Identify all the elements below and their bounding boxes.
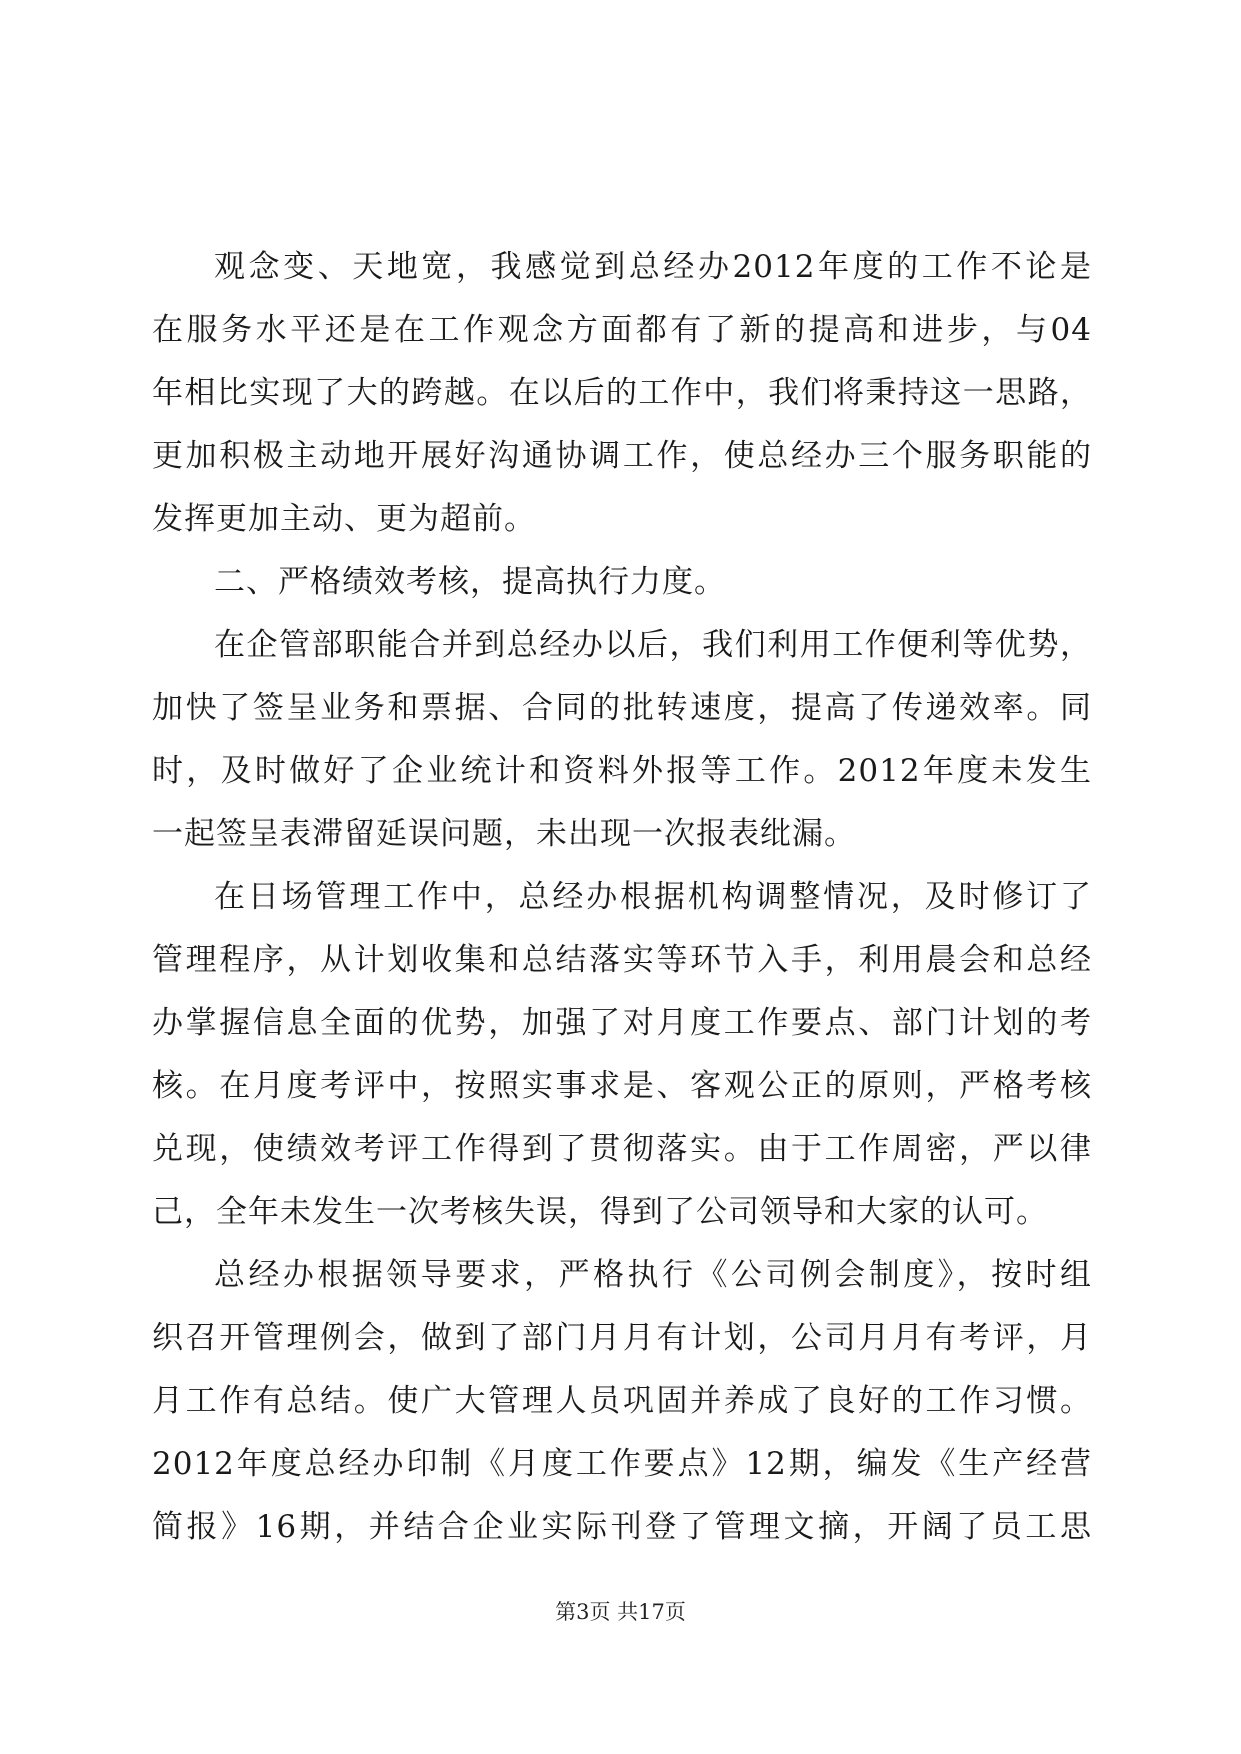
paragraph-5-line-4: 2012年度总经办印制《月度工作要点》12期，编发《生产经营	[152, 1446, 1092, 1482]
page-number-footer: 第3页 共17页	[555, 1600, 686, 1624]
paragraph-3-line-3: 时，及时做好了企业统计和资料外报等工作。2012年度未发生	[152, 753, 1092, 789]
paragraph-5-line-3: 月工作有总结。使广大管理人员巩固并养成了良好的工作习惯。	[152, 1383, 1092, 1419]
paragraph-4-line-5: 兑现，使绩效考评工作得到了贯彻落实。由于工作周密，严以律	[152, 1131, 1092, 1167]
paragraph-4-line-3: 办掌握信息全面的优势，加强了对月度工作要点、部门计划的考	[152, 1005, 1092, 1041]
paragraph-5-line-2: 织召开管理例会，做到了部门月月有计划，公司月月有考评，月	[152, 1320, 1092, 1356]
paragraph-3-line-1: 在企管部职能合并到总经办以后，我们利用工作便利等优势，	[214, 627, 1092, 663]
paragraph-4-line-1: 在日场管理工作中，总经办根据机构调整情况，及时修订了	[214, 879, 1092, 915]
paragraph-1-line-5: 发挥更加主动、更为超前。	[152, 501, 536, 537]
paragraph-5-line-1: 总经办根据领导要求，严格执行《公司例会制度》，按时组	[214, 1257, 1092, 1293]
paragraph-1-line-4: 更加积极主动地开展好沟通协调工作，使总经办三个服务职能的	[152, 438, 1092, 474]
paragraph-1-line-1: 观念变、天地宽，我感觉到总经办2012年度的工作不论是	[214, 249, 1092, 285]
section-heading: 二、严格绩效考核，提高执行力度。	[214, 564, 726, 600]
paragraph-1-line-2: 在服务水平还是在工作观念方面都有了新的提高和进步，与04	[152, 312, 1092, 348]
paragraph-4-line-4: 核。在月度考评中，按照实事求是、客观公正的原则，严格考核	[152, 1068, 1092, 1104]
paragraph-3-line-4: 一起签呈表滞留延误问题，未出现一次报表纰漏。	[152, 816, 856, 852]
paragraph-3-line-2: 加快了签呈业务和票据、合同的批转速度，提高了传递效率。同	[152, 690, 1092, 726]
paragraph-4-line-6: 己，全年未发生一次考核失误，得到了公司领导和大家的认可。	[152, 1194, 1048, 1230]
paragraph-1-line-3: 年相比实现了大的跨越。在以后的工作中，我们将秉持这一思路，	[152, 375, 1092, 411]
document-body	[152, 236, 1092, 1559]
paragraph-5-line-5: 简报》16期，并结合企业实际刊登了管理文摘，开阔了员工思	[152, 1509, 1092, 1545]
paragraph-4-line-2: 管理程序，从计划收集和总结落实等环节入手，利用晨会和总经	[152, 942, 1092, 978]
